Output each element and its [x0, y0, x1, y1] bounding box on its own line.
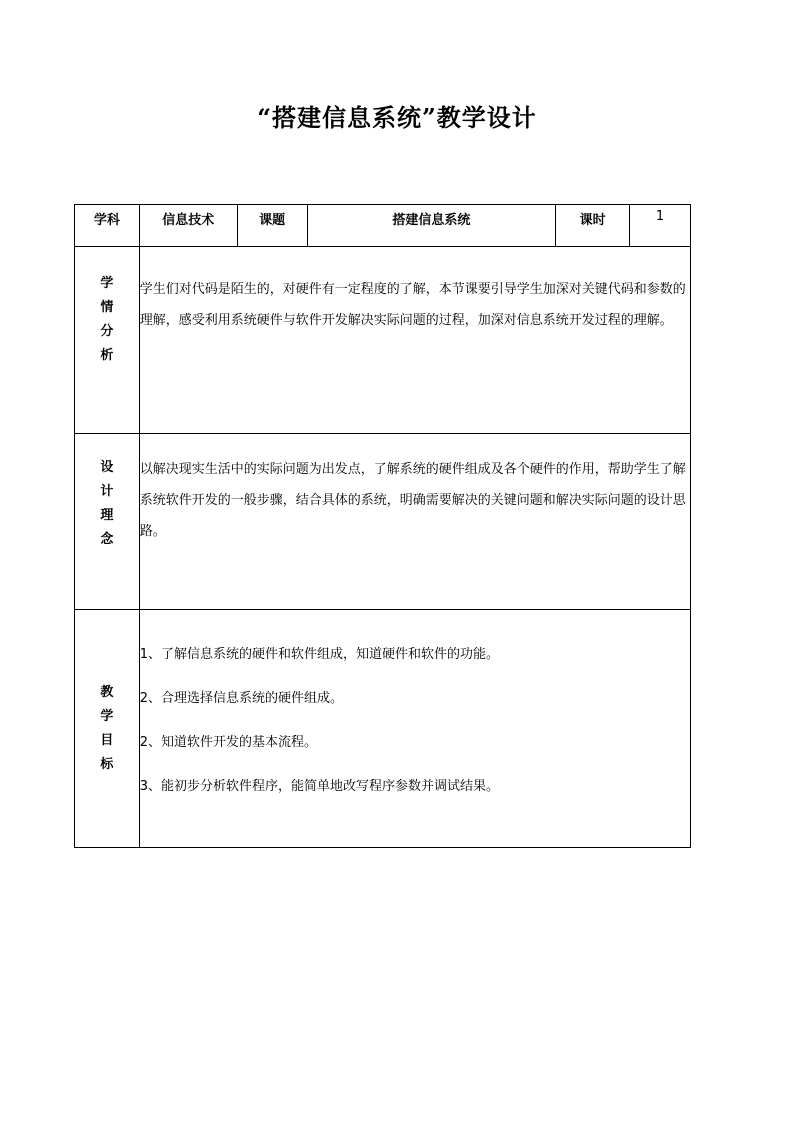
document-title: “搭建信息系统”教学设计 — [257, 103, 537, 132]
goal-item: 3、能初步分析软件程序，能简单地改写程序参数并调试结果。 — [139, 779, 500, 794]
goal-item: 1、了解信息系统的硬件和软件组成，知道硬件和软件的功能。 — [139, 647, 500, 662]
header-row — [75, 205, 691, 247]
goals-label: 教 学 目 标 — [75, 610, 140, 848]
design-row — [75, 434, 691, 610]
subject-value: 信息技术 — [139, 205, 237, 247]
goal-item: 2、知道软件开发的基本流程。 — [139, 735, 318, 750]
hours-label: 课时 — [556, 205, 630, 247]
design-label: 设 计 理 念 — [75, 434, 140, 610]
analysis-text: 学生们对代码是陌生的，对硬件有一定程度的了解，本节课要引导学生加深对关键代码和参数的理解，感受利用系统硬件与软件开发解决实际问题的过程，加深对信息系统开发过程的理解。 — [139, 247, 690, 434]
topic-value: 搭建信息系统 — [307, 205, 556, 247]
goal-item: 2、合理选择信息系统的硬件组成。 — [139, 691, 344, 706]
analysis-row — [75, 247, 691, 434]
lesson-plan-table — [74, 204, 691, 848]
goals-list — [139, 610, 690, 848]
topic-label: 课题 — [237, 205, 307, 247]
hours-value: 1 — [630, 205, 691, 247]
subject-label: 学科 — [75, 205, 140, 247]
design-text: 以解决现实生活中的实际问题为出发点，了解系统的硬件组成及各个硬件的作用，帮助学生了解系统软件开发的一般步骤，结合具体的系统，明确需要解决的关键问题和解决实际问题的设计思路。 — [139, 434, 690, 610]
goals-row — [75, 610, 691, 848]
analysis-label: 学 情 分 析 — [75, 247, 140, 434]
